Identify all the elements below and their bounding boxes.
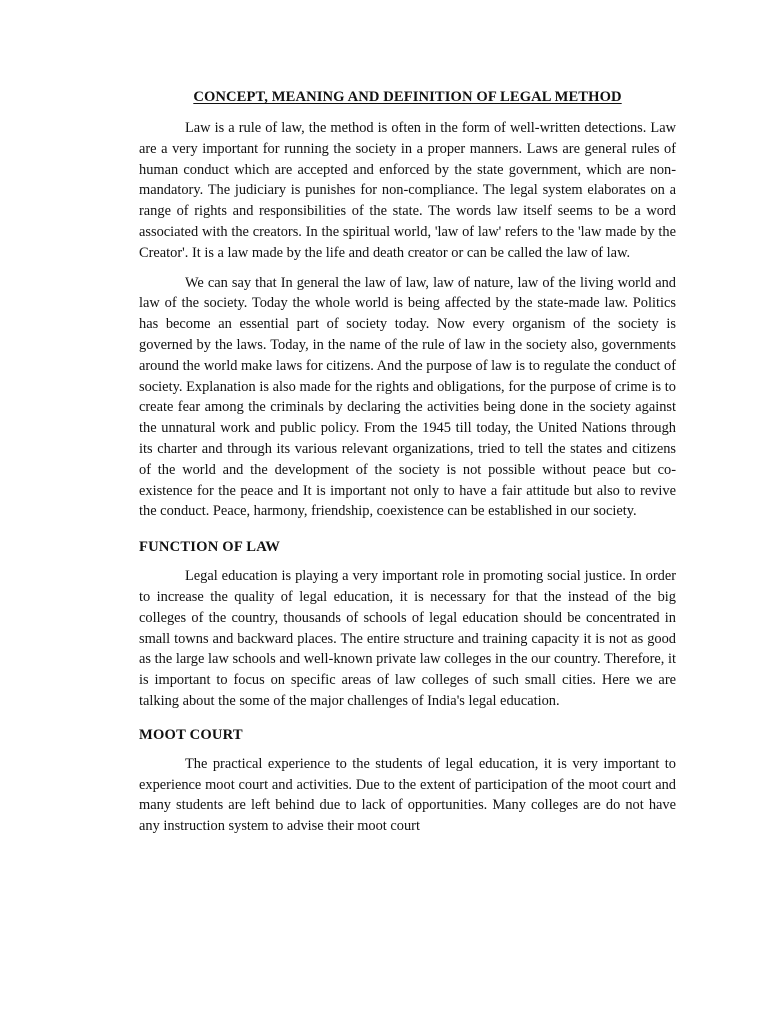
function-of-law-heading: FUNCTION OF LAW [139, 539, 281, 556]
function-of-law-section [139, 537, 676, 712]
moot-court-heading: MOOT COURT [139, 726, 243, 743]
function-of-law-paragraph: Legal education is playing a very important role in promoting social justice. In order to increase the quality of legal education, it is necessary for that the instead of the big colleges of the country, thousands of schools of legal education should be concentrated in small towns and backward places. The entire structure and training capacity it is not as good as the large law schools and well-known private law colleges in the our country. Therefore, it is important to focus on specific areas of law colleges of such small cities. Here we are talking about the some of the major challenges of India's legal education. [139, 568, 676, 709]
moot-court-paragraph: The practical experience to the students of legal education, it is very important to experience moot court and activities. Due to the extent of participation of the moot court and many students are left behind due to lack of opportunities. Many colleges are do not have any instruction system to advise their moot court [139, 755, 676, 835]
moot-court-section [139, 725, 676, 837]
document-page [139, 86, 676, 846]
intro-paragraph-1: Law is a rule of law, the method is often in the form of well-written detections. Law are a very important for running the society in a proper manners. Laws are general rules of human conduct which are accepted and enforced by the state government, which are non-mandatory. The judiciary is punishes for non-compliance. The legal system elaborates on a range of rights and responsibilities of the state. The words law itself seems to be a word associated with the creators. In the spiritual world, 'law of law' refers to the 'law made by the Creator'. It is a law made by the life and death creator or can be called the law of law. [139, 120, 676, 261]
document-title: CONCEPT, MEANING AND DEFINITION OF LEGAL METHOD [193, 89, 622, 105]
intro-paragraph-2: We can say that In general the law of law, law of nature, law of the living world and law of the society. Today the whole world is being affected by the state-made law. Politics has become an essential part of society today. Now every organism of the society is governed by the laws. Today, in the name of the rule of law in the society also, governments around the world make laws for citizens. And the purpose of law is to regulate the conduct of society. Explanation is also made for the rights and obligations, for the purpose of crime is to create fear among the criminals by declaring the activities being done in the society against the unnatural work and public policy. From the 1945 till today, the United Nations through its charter and through its various relevant organizations, tried to tell the states and citizens of the world and the development of the society is not possible without peace but co-existence for the peace and It is important not only to have a fair attitude but also to revive the conduct. Peace, harmony, friendship, coexistence can be established in our society. [139, 274, 676, 520]
